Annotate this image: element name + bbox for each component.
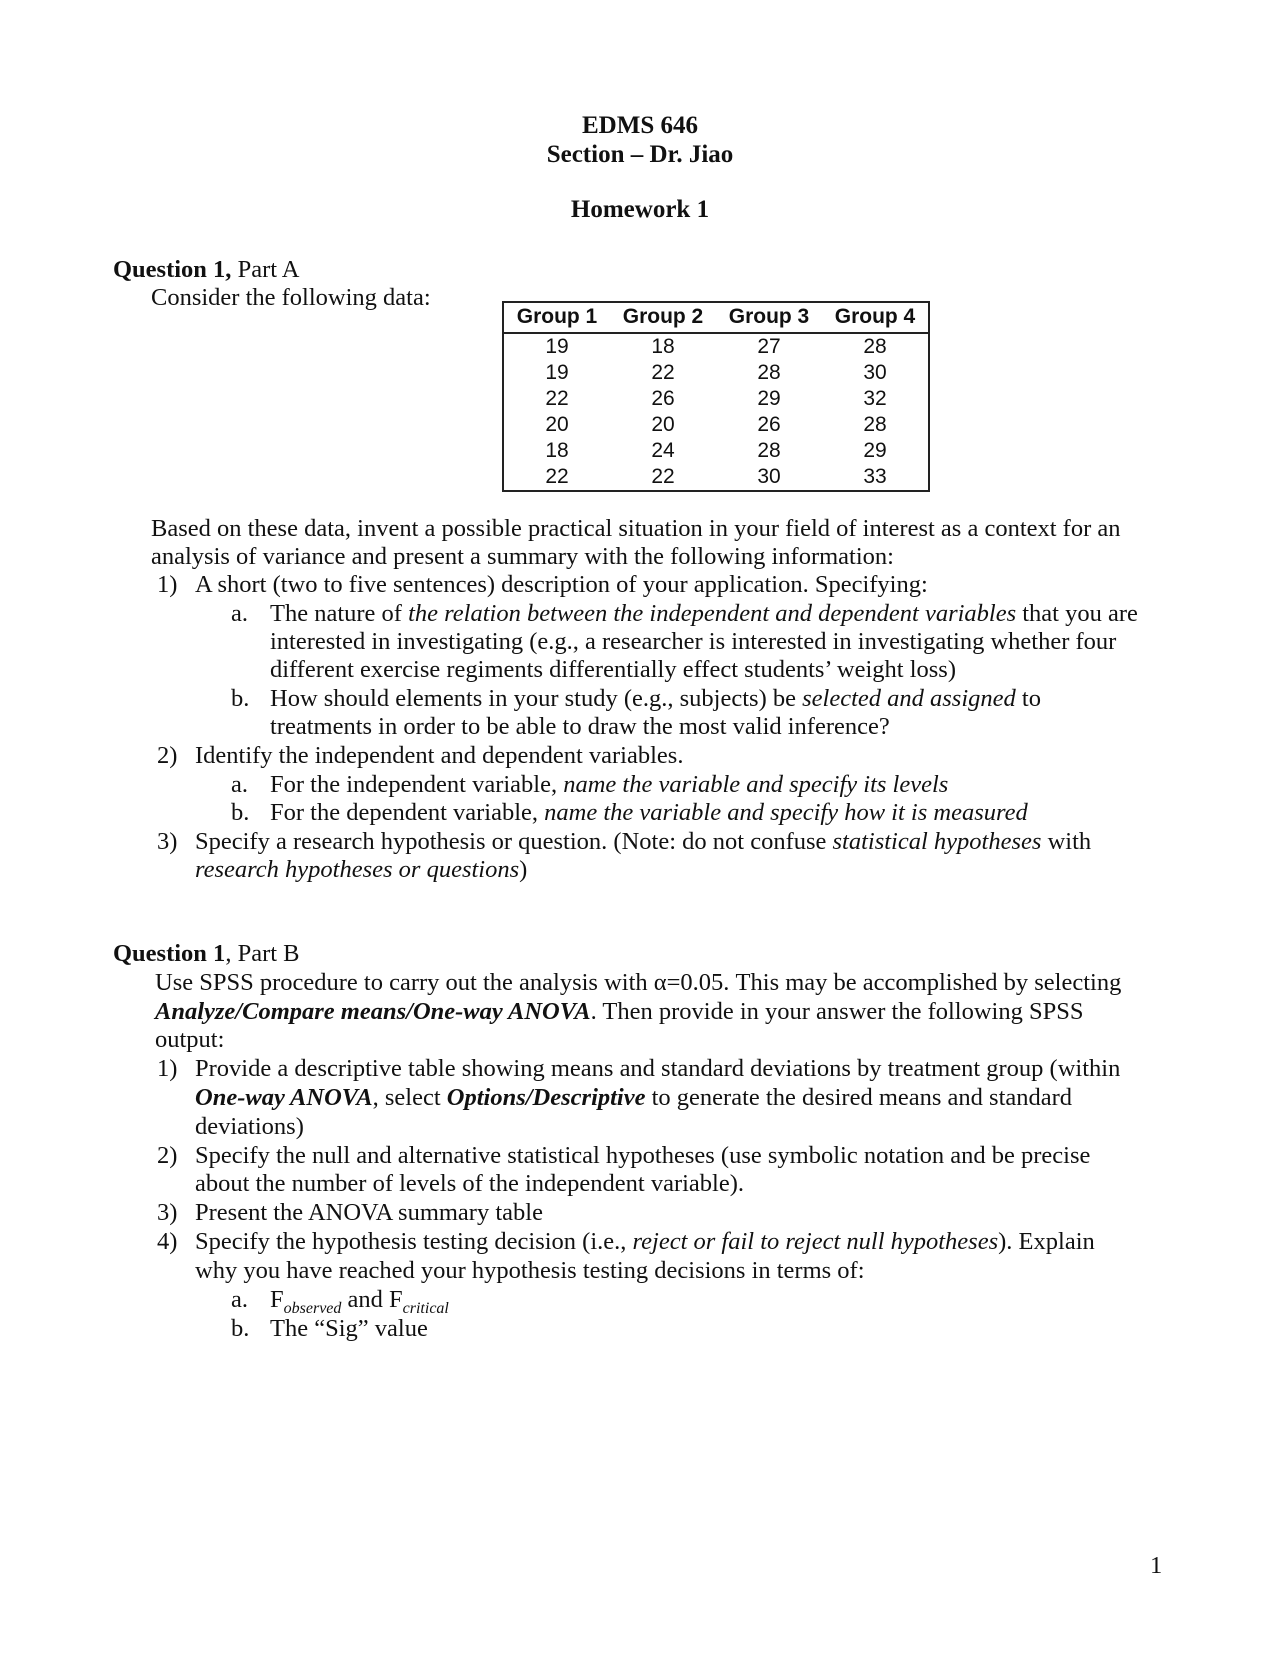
table-row bbox=[503, 333, 929, 360]
text-run: For the dependent variable, bbox=[270, 799, 545, 826]
q1b-para-line2 bbox=[155, 998, 1084, 1027]
text-run: to generate the desired means and standard bbox=[645, 1084, 1073, 1111]
table-cell: 26 bbox=[757, 412, 781, 436]
q1b-item3: Present the ANOVA summary table bbox=[195, 1199, 543, 1226]
course-title: EDMS 646 bbox=[582, 112, 698, 139]
list-letter: b. bbox=[231, 685, 250, 712]
q1a-item3-line2 bbox=[195, 856, 527, 885]
q1a-para-line2: analysis of variance and present a summary with the following information: bbox=[151, 543, 894, 570]
table-header-cell: Group 1 bbox=[503, 302, 610, 333]
table-cell: 19 bbox=[545, 360, 569, 384]
q1a-heading bbox=[113, 256, 300, 285]
q1a-heading-rest: Part A bbox=[231, 256, 300, 283]
text-run: Specify a research hypothesis or question. (Note: do not confuse bbox=[195, 828, 833, 855]
list-number: 1) bbox=[157, 571, 178, 598]
table-row bbox=[503, 412, 929, 438]
list-number: 2) bbox=[157, 1142, 178, 1169]
text-run: with bbox=[1041, 828, 1092, 855]
text-run: The nature of bbox=[270, 600, 409, 627]
list-number: 3) bbox=[157, 1199, 178, 1226]
q1a-item1a-line1 bbox=[270, 600, 1138, 629]
text-run: Specify the hypothesis testing decision (i.e., bbox=[195, 1228, 633, 1255]
table-cell: 30 bbox=[863, 360, 887, 384]
q1a-item1: A short (two to five sentences) description of your application. Specifying: bbox=[195, 571, 928, 598]
text-run: and F bbox=[341, 1286, 403, 1313]
q1b-heading-rest: , Part B bbox=[225, 940, 300, 967]
table-cell: 19 bbox=[545, 334, 569, 358]
table-cell: 28 bbox=[757, 360, 781, 384]
q1a-intro: Consider the following data: bbox=[151, 284, 431, 311]
italic-text: statistical hypotheses bbox=[832, 828, 1042, 855]
table-cell: 27 bbox=[757, 334, 781, 358]
table-cell: 29 bbox=[757, 386, 781, 410]
table-cell: 22 bbox=[651, 360, 675, 384]
text-run: F bbox=[270, 1286, 284, 1313]
q1b-para-line3: output: bbox=[155, 1026, 225, 1053]
q1b-item2-line2: about the number of levels of the independent variable). bbox=[195, 1170, 745, 1197]
list-letter: b. bbox=[231, 1315, 250, 1342]
table-cell: 30 bbox=[757, 464, 781, 488]
table-cell: 29 bbox=[863, 438, 887, 462]
table-cell: 28 bbox=[863, 412, 887, 436]
table-cell: 22 bbox=[545, 464, 569, 488]
q1a-item1a-line3: different exercise regiments differentially effect students’ weight loss) bbox=[270, 656, 956, 683]
table-cell: 28 bbox=[863, 334, 887, 358]
data-table bbox=[502, 301, 930, 492]
text-run: ). Explain bbox=[998, 1228, 1095, 1255]
list-letter: b. bbox=[231, 799, 250, 826]
text-run: . Then provide in your answer the following SPSS bbox=[590, 998, 1084, 1025]
table-cell: 20 bbox=[545, 412, 569, 436]
list-number: 1) bbox=[157, 1055, 178, 1082]
text-run: , select bbox=[372, 1084, 447, 1111]
table-cell: 18 bbox=[651, 334, 675, 358]
table-cell: 20 bbox=[651, 412, 675, 436]
bold-italic-text: Options/Descriptive bbox=[446, 1084, 646, 1111]
list-number: 2) bbox=[157, 742, 178, 769]
section-title: Section – Dr. Jiao bbox=[546, 141, 734, 168]
italic-text: name the variable and specify its levels bbox=[563, 771, 949, 798]
list-number: 4) bbox=[157, 1228, 178, 1255]
q1a-item2b bbox=[270, 799, 1028, 828]
q1a-item3-line1 bbox=[195, 828, 1091, 857]
q1b-item1-line1: Provide a descriptive table showing means and standard deviations by treatment group (within bbox=[195, 1055, 1121, 1082]
q1b-item2-line1: Specify the null and alternative statistical hypotheses (use symbolic notation and be precise bbox=[195, 1142, 1091, 1169]
italic-text: selected and assigned bbox=[802, 685, 1016, 712]
text-run: to bbox=[1015, 685, 1041, 712]
list-number: 3) bbox=[157, 828, 178, 855]
table-cell: 28 bbox=[757, 438, 781, 462]
q1b-item1-line2 bbox=[195, 1084, 1072, 1113]
list-letter: a. bbox=[231, 771, 248, 798]
q1b-item1-line3: deviations) bbox=[195, 1113, 304, 1140]
page-number: 1 bbox=[1150, 1552, 1163, 1579]
q1a-para-line1: Based on these data, invent a possible practical situation in your field of interest as a context for an bbox=[151, 515, 1121, 542]
q1b-para-line1: Use SPSS procedure to carry out the analysis with α=0.05. This may be accomplished by selecting bbox=[155, 969, 1122, 996]
italic-text: research hypotheses or questions bbox=[195, 856, 520, 883]
italic-text: name the variable and specify how it is measured bbox=[544, 799, 1028, 826]
q1a-item2: Identify the independent and dependent variables. bbox=[195, 742, 684, 769]
italic-text: the relation between the independent and dependent variables bbox=[408, 600, 1017, 627]
text-run: ) bbox=[519, 856, 528, 883]
homework-title: Homework 1 bbox=[570, 196, 710, 223]
table-cell: 24 bbox=[651, 438, 675, 462]
q1a-item1a-line2: interested in investigating (e.g., a researcher is interested in investigating whether four bbox=[270, 628, 1117, 655]
q1b-item4b: The “Sig” value bbox=[270, 1315, 428, 1342]
table-cell: 22 bbox=[651, 464, 675, 488]
q1b-heading bbox=[113, 940, 300, 969]
table-header-cell: Group 2 bbox=[610, 302, 716, 333]
bold-italic-text: One-way ANOVA bbox=[195, 1084, 373, 1111]
table-cell: 26 bbox=[651, 386, 675, 410]
q1b-heading-bold: Question 1 bbox=[113, 940, 226, 967]
table-row bbox=[503, 386, 929, 412]
list-letter: a. bbox=[231, 1286, 248, 1313]
subscript-text: observed bbox=[283, 1299, 342, 1317]
q1a-item1b-line1 bbox=[270, 685, 1041, 714]
subscript-text: critical bbox=[402, 1299, 449, 1317]
table-row bbox=[503, 360, 929, 386]
table-header-cell: Group 4 bbox=[822, 302, 929, 333]
table-row bbox=[503, 464, 929, 491]
text-run: How should elements in your study (e.g., subjects) be bbox=[270, 685, 803, 712]
text-run: that you are bbox=[1016, 600, 1138, 627]
q1b-item4-line1 bbox=[195, 1228, 1095, 1257]
table-row bbox=[503, 438, 929, 464]
italic-text: reject or fail to reject null hypotheses bbox=[632, 1228, 999, 1255]
q1a-heading-bold: Question 1, bbox=[113, 256, 232, 283]
table-header-row bbox=[503, 302, 929, 333]
text-run: For the independent variable, bbox=[270, 771, 564, 798]
table-cell: 18 bbox=[545, 438, 569, 462]
q1a-item1b-line2: treatments in order to be able to draw the most valid inference? bbox=[270, 713, 890, 740]
bold-italic-text: Analyze/Compare means/One-way ANOVA bbox=[155, 998, 591, 1025]
q1a-item2a bbox=[270, 771, 948, 800]
table-cell: 22 bbox=[545, 386, 569, 410]
list-letter: a. bbox=[231, 600, 248, 627]
table-cell: 33 bbox=[863, 464, 887, 488]
table-header-cell: Group 3 bbox=[716, 302, 822, 333]
q1b-item4-line2: why you have reached your hypothesis testing decisions in terms of: bbox=[195, 1257, 865, 1284]
table-cell: 32 bbox=[863, 386, 887, 410]
